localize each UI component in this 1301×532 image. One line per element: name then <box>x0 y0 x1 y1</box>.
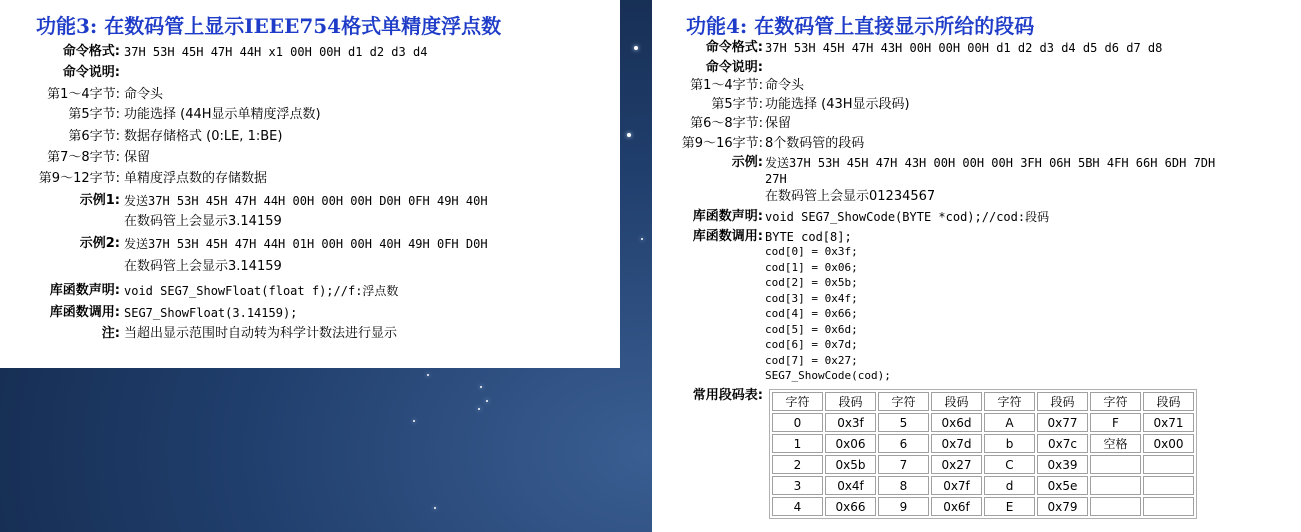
table-header-row <box>772 392 1194 411</box>
spec-row <box>0 191 620 211</box>
spec-value: void SEG7_ShowCode(BYTE *cod);//cod:段码 <box>765 210 1050 224</box>
spec-value: 当超出显示范围时自动转为科学计数法进行显示 <box>124 326 398 341</box>
table-cell: 5 <box>878 413 929 432</box>
spec-value: 37H 53H 45H 47H 43H 00H 00H 00H d1 d2 d3 d4 d5 d6 d7 d8 <box>765 41 1163 55</box>
spec-row <box>0 212 620 232</box>
background-star <box>427 374 429 376</box>
table-row <box>772 455 1194 474</box>
background-star <box>434 507 436 509</box>
spec-row <box>0 148 620 168</box>
spec-value: 发送37H 53H 45H 47H 43H 00H 00H 00H 3FH 06H 5BH 4FH 66H 6DH 7DH <box>765 156 1216 170</box>
table-cell <box>1143 497 1194 516</box>
table-cell: E <box>984 497 1035 516</box>
spec-label: 命令说明: <box>62 65 120 80</box>
spec-row <box>652 227 1301 247</box>
segment-code-table <box>769 389 1197 519</box>
background-star <box>413 420 415 422</box>
table-header-cell: 段码 <box>1037 392 1088 411</box>
table-header-cell: 字符 <box>984 392 1035 411</box>
code-line: cod[7] = 0x27; <box>765 353 858 367</box>
spec-label: 示例1: <box>79 193 120 208</box>
spec-value: 发送37H 53H 45H 47H 44H 00H 00H 00H D0H 0FH 49H 40H <box>124 194 488 208</box>
table-cell: 0x7c <box>1037 434 1088 453</box>
table-cell: 7 <box>878 455 929 474</box>
table-cell: 9 <box>878 497 929 516</box>
spec-value: 37H 53H 45H 47H 44H x1 00H 00H d1 d2 d3 d4 <box>124 45 428 59</box>
table-cell <box>1143 476 1194 495</box>
spec-row <box>0 169 620 189</box>
function-4-title: 功能4: 在数码管上直接显示所给的段码 <box>686 14 1035 38</box>
spec-label: 第9～12字节: <box>38 171 120 186</box>
spec-row <box>0 234 620 254</box>
spec-row <box>0 105 620 125</box>
spec-label: 第6～8字节: <box>690 116 763 131</box>
spec-value: 在数码管上会显示3.14159 <box>124 214 282 229</box>
table-cell: d <box>984 476 1035 495</box>
spec-value: 27H <box>765 172 787 186</box>
code-line: cod[4] = 0x66; <box>765 307 858 320</box>
background-star <box>478 408 480 410</box>
spec-value: 命令头 <box>124 87 164 102</box>
table-cell: 0x71 <box>1143 413 1194 432</box>
spec-value: 在数码管上会显示3.14159 <box>124 259 282 274</box>
code-line: cod[0] = 0x3f; <box>765 245 858 258</box>
function-3-panel <box>0 0 620 368</box>
table-cell: 0x06 <box>825 434 876 453</box>
table-header-cell: 字符 <box>772 392 823 411</box>
spec-label: 第5字节: <box>68 107 120 122</box>
spec-row <box>0 257 620 277</box>
background-star <box>486 400 488 402</box>
table-cell: 3 <box>772 476 823 495</box>
function-3-title: 功能3: 在数码管上显示IEEE754格式单精度浮点数 <box>36 14 502 38</box>
spec-label: 库函数调用: <box>692 229 763 244</box>
spec-value: BYTE cod[8]; <box>765 230 852 244</box>
table-cell: 0x39 <box>1037 455 1088 474</box>
table-header-cell: 字符 <box>1090 392 1141 411</box>
spec-row <box>652 134 1301 154</box>
spec-row <box>652 95 1301 115</box>
code-line: cod[2] = 0x5b; <box>765 276 858 289</box>
spec-label: 示例: <box>731 155 763 170</box>
spec-row <box>652 38 1301 58</box>
spec-row <box>652 58 1301 78</box>
spec-value: SEG7_ShowFloat(3.14159); <box>124 306 298 320</box>
spec-row <box>0 281 620 301</box>
table-cell: 8 <box>878 476 929 495</box>
spec-row <box>0 42 620 62</box>
table-cell: 0x00 <box>1143 434 1194 453</box>
spec-label: 命令说明: <box>705 60 763 75</box>
table-row <box>772 413 1194 432</box>
table-cell: 0x6d <box>931 413 982 432</box>
table-cell <box>1090 476 1141 495</box>
spec-label: 库函数声明: <box>49 283 120 298</box>
table-header-cell: 段码 <box>931 392 982 411</box>
spec-label: 第6字节: <box>68 129 120 144</box>
spec-label: 第5字节: <box>711 97 763 112</box>
spec-label: 示例2: <box>79 236 120 251</box>
spec-label: 命令格式: <box>62 44 120 59</box>
table-cell: 0x79 <box>1037 497 1088 516</box>
table-cell: 空格 <box>1090 434 1141 453</box>
background-star <box>627 133 631 137</box>
spec-row <box>0 324 620 344</box>
code-line: cod[3] = 0x4f; <box>765 291 858 305</box>
spec-row <box>652 187 1301 207</box>
table-cell: 6 <box>878 434 929 453</box>
code-line: cod[5] = 0x6d; <box>765 322 858 336</box>
table-cell: 1 <box>772 434 823 453</box>
spec-label: 第1～4字节: <box>47 87 120 102</box>
spec-value: 命令头 <box>765 78 805 93</box>
table-cell: 0x6f <box>931 497 982 516</box>
spec-value: 保留 <box>124 150 151 165</box>
table-header-cell: 段码 <box>1143 392 1194 411</box>
table-cell: 0x7d <box>931 434 982 453</box>
spec-row <box>0 63 620 83</box>
spec-label: 第1～4字节: <box>690 78 763 93</box>
spec-row <box>652 207 1301 227</box>
table-cell: 4 <box>772 497 823 516</box>
table-cell: 0x7f <box>931 476 982 495</box>
table-cell: C <box>984 455 1035 474</box>
code-line: cod[6] = 0x7d; <box>765 338 858 351</box>
spec-row <box>652 76 1301 96</box>
code-line: SEG7_ShowCode(cod); <box>765 369 891 382</box>
spec-value: void SEG7_ShowFloat(float f);//f:浮点数 <box>124 284 399 298</box>
spec-label: 库函数声明: <box>692 209 763 224</box>
table-row <box>772 476 1194 495</box>
spec-value: 在数码管上会显示01234567 <box>765 189 936 204</box>
function-4-panel <box>652 0 1301 532</box>
spec-row <box>0 303 620 323</box>
table-cell: 0 <box>772 413 823 432</box>
table-cell <box>1143 455 1194 474</box>
table-cell: 0x3f <box>825 413 876 432</box>
table-cell: 0x5e <box>1037 476 1088 495</box>
background-star <box>641 238 643 240</box>
table-cell: A <box>984 413 1035 432</box>
table-header-cell: 段码 <box>825 392 876 411</box>
table-cell: 0x5b <box>825 455 876 474</box>
spec-value: 发送37H 53H 45H 47H 44H 01H 00H 00H 40H 49H 0FH D0H <box>124 237 488 251</box>
table-header-cell: 字符 <box>878 392 929 411</box>
segment-table-label: 常用段码表: <box>692 388 763 403</box>
spec-row <box>0 85 620 105</box>
spec-label: 库函数调用: <box>49 305 120 320</box>
table-cell: b <box>984 434 1035 453</box>
spec-row <box>0 127 620 147</box>
table-cell <box>1090 497 1141 516</box>
table-cell: 2 <box>772 455 823 474</box>
spec-row <box>652 169 1301 189</box>
spec-label: 第7～8字节: <box>47 150 120 165</box>
spec-value: 功能选择 (43H显示段码) <box>765 97 910 112</box>
spec-label: 第9～16字节: <box>681 136 763 151</box>
background-star <box>480 386 482 388</box>
spec-label: 命令格式: <box>705 40 763 55</box>
spec-label: 注: <box>101 326 120 341</box>
table-cell <box>1090 455 1141 474</box>
table-cell: 0x77 <box>1037 413 1088 432</box>
spec-value: 单精度浮点数的存储数据 <box>124 171 268 186</box>
table-cell: 0x4f <box>825 476 876 495</box>
spec-value: 数据存储格式 (0:LE, 1:BE) <box>124 129 283 144</box>
table-cell: 0x27 <box>931 455 982 474</box>
code-line: cod[1] = 0x06; <box>765 260 858 274</box>
background-star <box>634 46 638 50</box>
spec-value: 功能选择 (44H显示单精度浮点数) <box>124 107 321 122</box>
table-row <box>772 434 1194 453</box>
table-cell: 0x66 <box>825 497 876 516</box>
spec-value: 8个数码管的段码 <box>765 136 865 151</box>
table-row <box>772 497 1194 516</box>
table-cell: F <box>1090 413 1141 432</box>
spec-value: 保留 <box>765 116 792 131</box>
spec-row <box>652 114 1301 134</box>
